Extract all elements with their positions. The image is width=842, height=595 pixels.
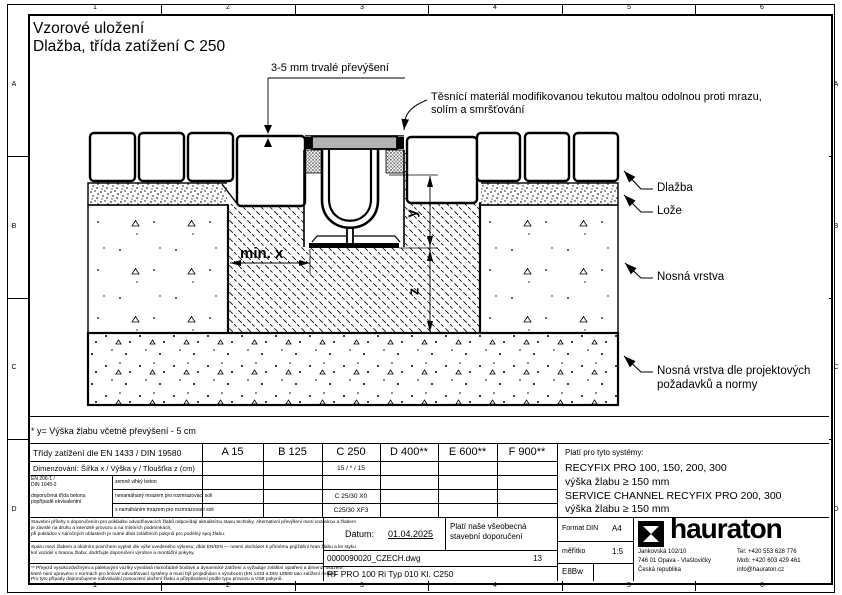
systems-panel-line3: SERVICE CHANNEL RECYFIX PRO 200, 300: [565, 490, 782, 502]
ruler-col-label: 2: [226, 582, 230, 589]
company-contact-line: Tel: +420 553 628 776: [737, 549, 797, 555]
systems-panel-line2: výška žlabu ≥ 150 mm: [565, 476, 670, 488]
sealing-note-line2: solím a smršťování: [431, 104, 525, 116]
date-label: Datum:: [345, 529, 375, 539]
ruler-col-label: 1: [93, 582, 97, 589]
install-notes-2: Spáru mezi žlabem a okolním povrchem vyplnit dle výše uvedeného výkresu; dbát EN/DIN — nesmí docházet k přímému pojíždění hran žlabu a ke styku: [31, 545, 356, 550]
ruler-row-label: C: [833, 364, 839, 371]
overhang-note: 3-5 mm trvalé převýšení: [271, 62, 389, 74]
dim-label-min-x: min. x: [240, 245, 284, 262]
ruler-row-label: B: [833, 223, 839, 230]
divider: [557, 563, 633, 564]
sealing-note-line1: Těsnící materiál modifikovanou tekutou maltou odolnou proti mrazu,: [431, 91, 762, 103]
page-title-line2: Dlažba, třída zatížení C 250: [33, 38, 226, 55]
ruler-col-label: 6: [760, 4, 764, 11]
systems-panel-line1: RECYFIX PRO 100, 150, 200, 300: [565, 462, 727, 474]
ruler-row-label: D: [833, 506, 839, 513]
divider: [112, 503, 557, 504]
ruler-col-label: 2: [226, 4, 230, 11]
brand-wordmark: hauraton: [670, 513, 782, 544]
ruler-col-label: 4: [493, 582, 497, 589]
company-address-line: 746 01 Opava - Vlaštovičky: [638, 558, 712, 564]
divider: [323, 566, 557, 567]
recommendation-line2: stavební doporučení: [450, 532, 523, 541]
ruler-col-label: 6: [760, 582, 764, 589]
divider: [557, 541, 633, 542]
load-class-f900: F 900**: [508, 446, 546, 458]
scale-value: 1:5: [612, 547, 624, 556]
divider: [28, 443, 829, 444]
scale-label: měřítko: [562, 548, 586, 555]
divider: [593, 563, 594, 581]
concrete-row-label: s namáháním mrazem pro rozmrazovací soli: [115, 507, 214, 513]
install-notes-1: při pokládce v náročných oblastech je nutné dbát zvláštních pokynů pro podélný spoj žlabu.: [31, 532, 226, 537]
load-class-a15: A 15: [221, 446, 244, 458]
ruler-row-label: A: [11, 81, 17, 88]
dim-label-y: y: [403, 209, 421, 218]
label-bedding: Lože: [657, 205, 682, 217]
ruler-row-label: A: [833, 81, 839, 88]
drawing-title: RF PRO 100 Ri Typ 010 Kl. C250: [327, 569, 454, 579]
company-contact-line: Mob: +420 603 429 461: [737, 558, 801, 564]
divider: [112, 489, 557, 490]
ruler-col-label: 5: [627, 4, 631, 11]
label-paving: Dlažba: [657, 182, 693, 194]
divider: [28, 563, 323, 564]
recommendation-line1: Platí naše všeobecná: [450, 522, 527, 531]
editor-code: E8Bw: [562, 567, 583, 576]
load-class-e600: E 600**: [448, 446, 487, 458]
label-base-layer: Nosná vrstva: [657, 271, 725, 283]
concrete-row-label: nenamáhaný mrazem pro rozmrazovací soli: [115, 493, 213, 499]
load-class-d400: D 400**: [390, 446, 428, 458]
concrete-row-label: zemně vlhký beton: [115, 479, 157, 485]
ruler-col-label: 4: [493, 4, 497, 11]
install-notes-3: které není upraveno v normách pro liniové odvodňovací systémy a musí být projednáno s výrobcem (EN 1433 a DIN 19580 tato zatížení neřeší).: [31, 571, 338, 577]
footnote: * y= Výška žlabu včetně převýšení - 5 cm: [31, 426, 196, 436]
divider: [28, 541, 323, 542]
load-class-b125: B 125: [278, 446, 307, 458]
divider: [28, 461, 557, 462]
label-subbase-line2: požadavků a normy: [657, 379, 758, 391]
install-notes-3: ** Přejezd vysokozdvižnými a paletovými vozíky vyvolává mimořádné bodové a dynamické zatížení a vyžaduje zvláštní opatření a dimenzi osazení,: [31, 566, 344, 571]
install-notes-1: je závislé na druhu a intenzitě provozu a na místních podmínkách,: [31, 526, 172, 531]
divider: [633, 517, 634, 581]
divider: [323, 550, 557, 551]
systems-panel-line4: výška žlabu ≥ 150 mm: [565, 503, 670, 515]
install-notes-1: Stavební přílohy s doporučením pro pokládku odvodňovacích žlabů odpovídají aktuálnímu stavu techniky. Alternativní převýšení mezi vozovkou a žlabem: [31, 520, 356, 525]
company-contact-line: info@hauraton.cz: [737, 567, 785, 573]
label-subbase-line1: Nosná vrstva dle projektových: [657, 365, 811, 377]
load-classes-label: Třídy zatížení dle EN 1433 / DIN 19580: [33, 448, 182, 458]
load-class-c250: C 250: [336, 446, 366, 458]
company-address-line: Česká republika: [638, 567, 682, 573]
dimension-c250-value: 15 / * / 15: [337, 465, 365, 472]
ruler-row-label: B: [11, 223, 17, 230]
hauraton-logo-icon: [638, 521, 664, 547]
ruler-col-label: 1: [93, 4, 97, 11]
ruler-col-label: 3: [360, 582, 364, 589]
concrete-norm-line1: EN 206-1 /: [31, 476, 55, 482]
systems-panel-heading: Platí pro tyto systémy:: [565, 448, 644, 457]
dim-label-z: z: [405, 287, 423, 296]
divider: [557, 443, 558, 581]
format-value: A4: [612, 524, 622, 533]
dimension-row-label: Dimenzování: Šířka x / Výška y / Tloušťka z (cm): [33, 464, 195, 473]
ruler-col-label: 3: [360, 4, 364, 11]
ruler-col-label: 5: [627, 582, 631, 589]
company-address-line: Jankovská 102/10: [638, 549, 687, 555]
ruler-row-label: C: [11, 364, 17, 371]
file-name: 0000090020_CZECH.dwg: [327, 554, 421, 563]
format-label: Format DIN: [562, 525, 599, 532]
divider: [28, 475, 557, 476]
divider: [28, 416, 829, 417]
concrete-norm-line2: DIN 1045-2: [31, 482, 57, 488]
page-title-line1: Vzorové uložení: [33, 20, 145, 37]
sheet-number: 13: [533, 554, 542, 563]
concrete-norm-note1: doporučená třída betonu: [31, 493, 86, 499]
concrete-norm-note2: popřípadě ekvivalentní: [31, 499, 82, 505]
install-notes-3: Pro tyto případy doporučujeme individuální posouzení uložení žlabu a přizpůsobení podle typu provozu a VSB pokynů.: [31, 577, 283, 582]
divider: [112, 475, 113, 517]
concrete-c250-row2: C 25/30 X0: [334, 493, 368, 500]
concrete-c250-row3: C25/30 XF3: [333, 507, 369, 514]
divider: [445, 517, 446, 550]
date-value: 01.04.2025: [388, 529, 434, 539]
ruler-row-label: D: [11, 506, 17, 513]
install-notes-2: kol vozidel s hranou žlabu; dodržujte doporučení výrobce a montážní pokyny.: [31, 551, 195, 556]
